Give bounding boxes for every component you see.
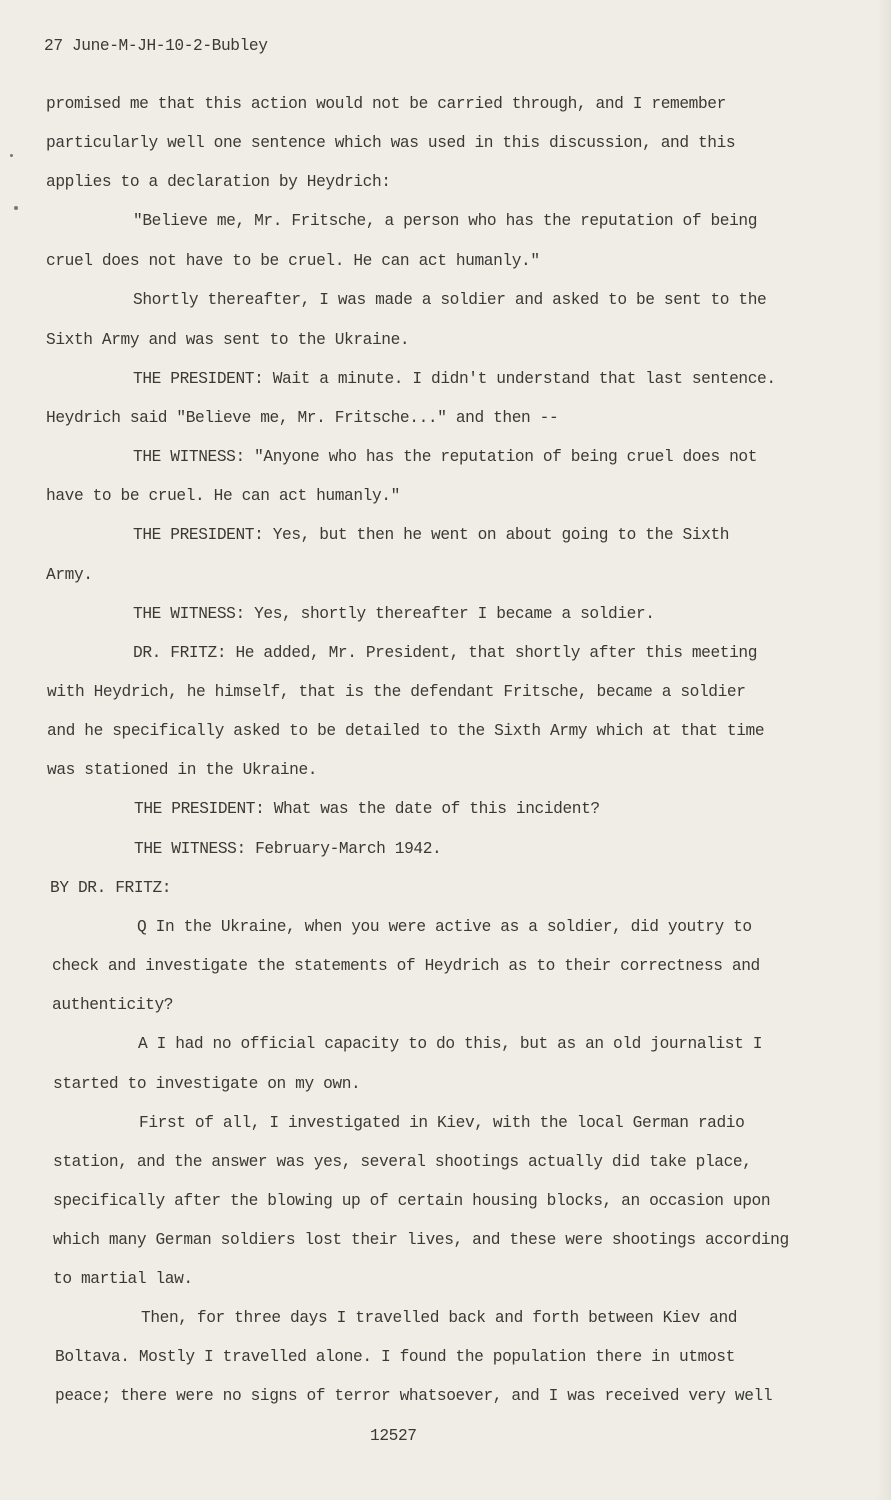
text-line: peace; there were no signs of terror whatsoever, and I was received very well [55,1387,773,1405]
text-line: Heydrich said "Believe me, Mr. Fritsche..." and then -- [46,409,559,427]
text-line: THE PRESIDENT: What was the date of this incident? [134,800,600,818]
text-line: cruel does not have to be cruel. He can act humanly." [46,252,540,270]
text-line: with Heydrich, he himself, that is the defendant Fritsche, became a soldier [47,683,746,701]
text-line: THE PRESIDENT: Wait a minute. I didn't understand that last sentence. [133,370,776,388]
text-line: to martial law. [53,1270,193,1288]
page-number: 12527 [370,1427,417,1445]
text-line: First of all, I investigated in Kiev, with the local German radio [139,1114,745,1132]
header-line: 27 June-M-JH-10-2-Bubley [44,37,268,55]
text-line: Sixth Army and was sent to the Ukraine. [46,331,410,349]
text-line: "Believe me, Mr. Fritsche, a person who has the reputation of being [133,212,758,230]
text-line: Q In the Ukraine, when you were active as a soldier, did youtry to [137,918,752,936]
text-line: Shortly thereafter, I was made a soldier and asked to be sent to the [133,291,767,309]
text-line: particularly well one sentence which was used in this discussion, and this [46,134,736,152]
punch-mark [10,154,13,157]
text-line: A I had no official capacity to do this, but as an old journalist I [138,1035,763,1053]
text-line: check and investigate the statements of Heydrich as to their correctness and [52,957,760,975]
text-line: station, and the answer was yes, several shootings actually did take place, [53,1153,752,1171]
text-line: have to be cruel. He can act humanly." [46,487,400,505]
punch-mark [14,206,18,210]
text-line: specifically after the blowing up of certain housing blocks, an occasion upon [53,1192,771,1210]
text-line: was stationed in the Ukraine. [47,761,318,779]
text-line: THE WITNESS: February-March 1942. [134,840,442,858]
text-line: and he specifically asked to be detailed to the Sixth Army which at that time [47,722,765,740]
text-line: applies to a declaration by Heydrich: [46,173,391,191]
text-line: Then, for three days I travelled back and forth between Kiev and [141,1309,738,1327]
page-edge [877,0,891,1500]
text-line: which many German soldiers lost their lives, and these were shootings according [53,1231,789,1249]
text-line: Army. [46,566,93,584]
text-line: authenticity? [52,996,174,1014]
text-line: DR. FRITZ: He added, Mr. President, that shortly after this meeting [133,644,758,662]
text-line: BY DR. FRITZ: [50,879,172,897]
text-line: started to investigate on my own. [53,1075,361,1093]
text-line: THE WITNESS: "Anyone who has the reputation of being cruel does not [133,448,758,466]
text-line: Boltava. Mostly I travelled alone. I found the population there in utmost [55,1348,735,1366]
text-line: promised me that this action would not be carried through, and I remember [46,95,726,113]
text-line: THE PRESIDENT: Yes, but then he went on about going to the Sixth [133,526,730,544]
text-line: THE WITNESS: Yes, shortly thereafter I became a soldier. [133,605,655,623]
